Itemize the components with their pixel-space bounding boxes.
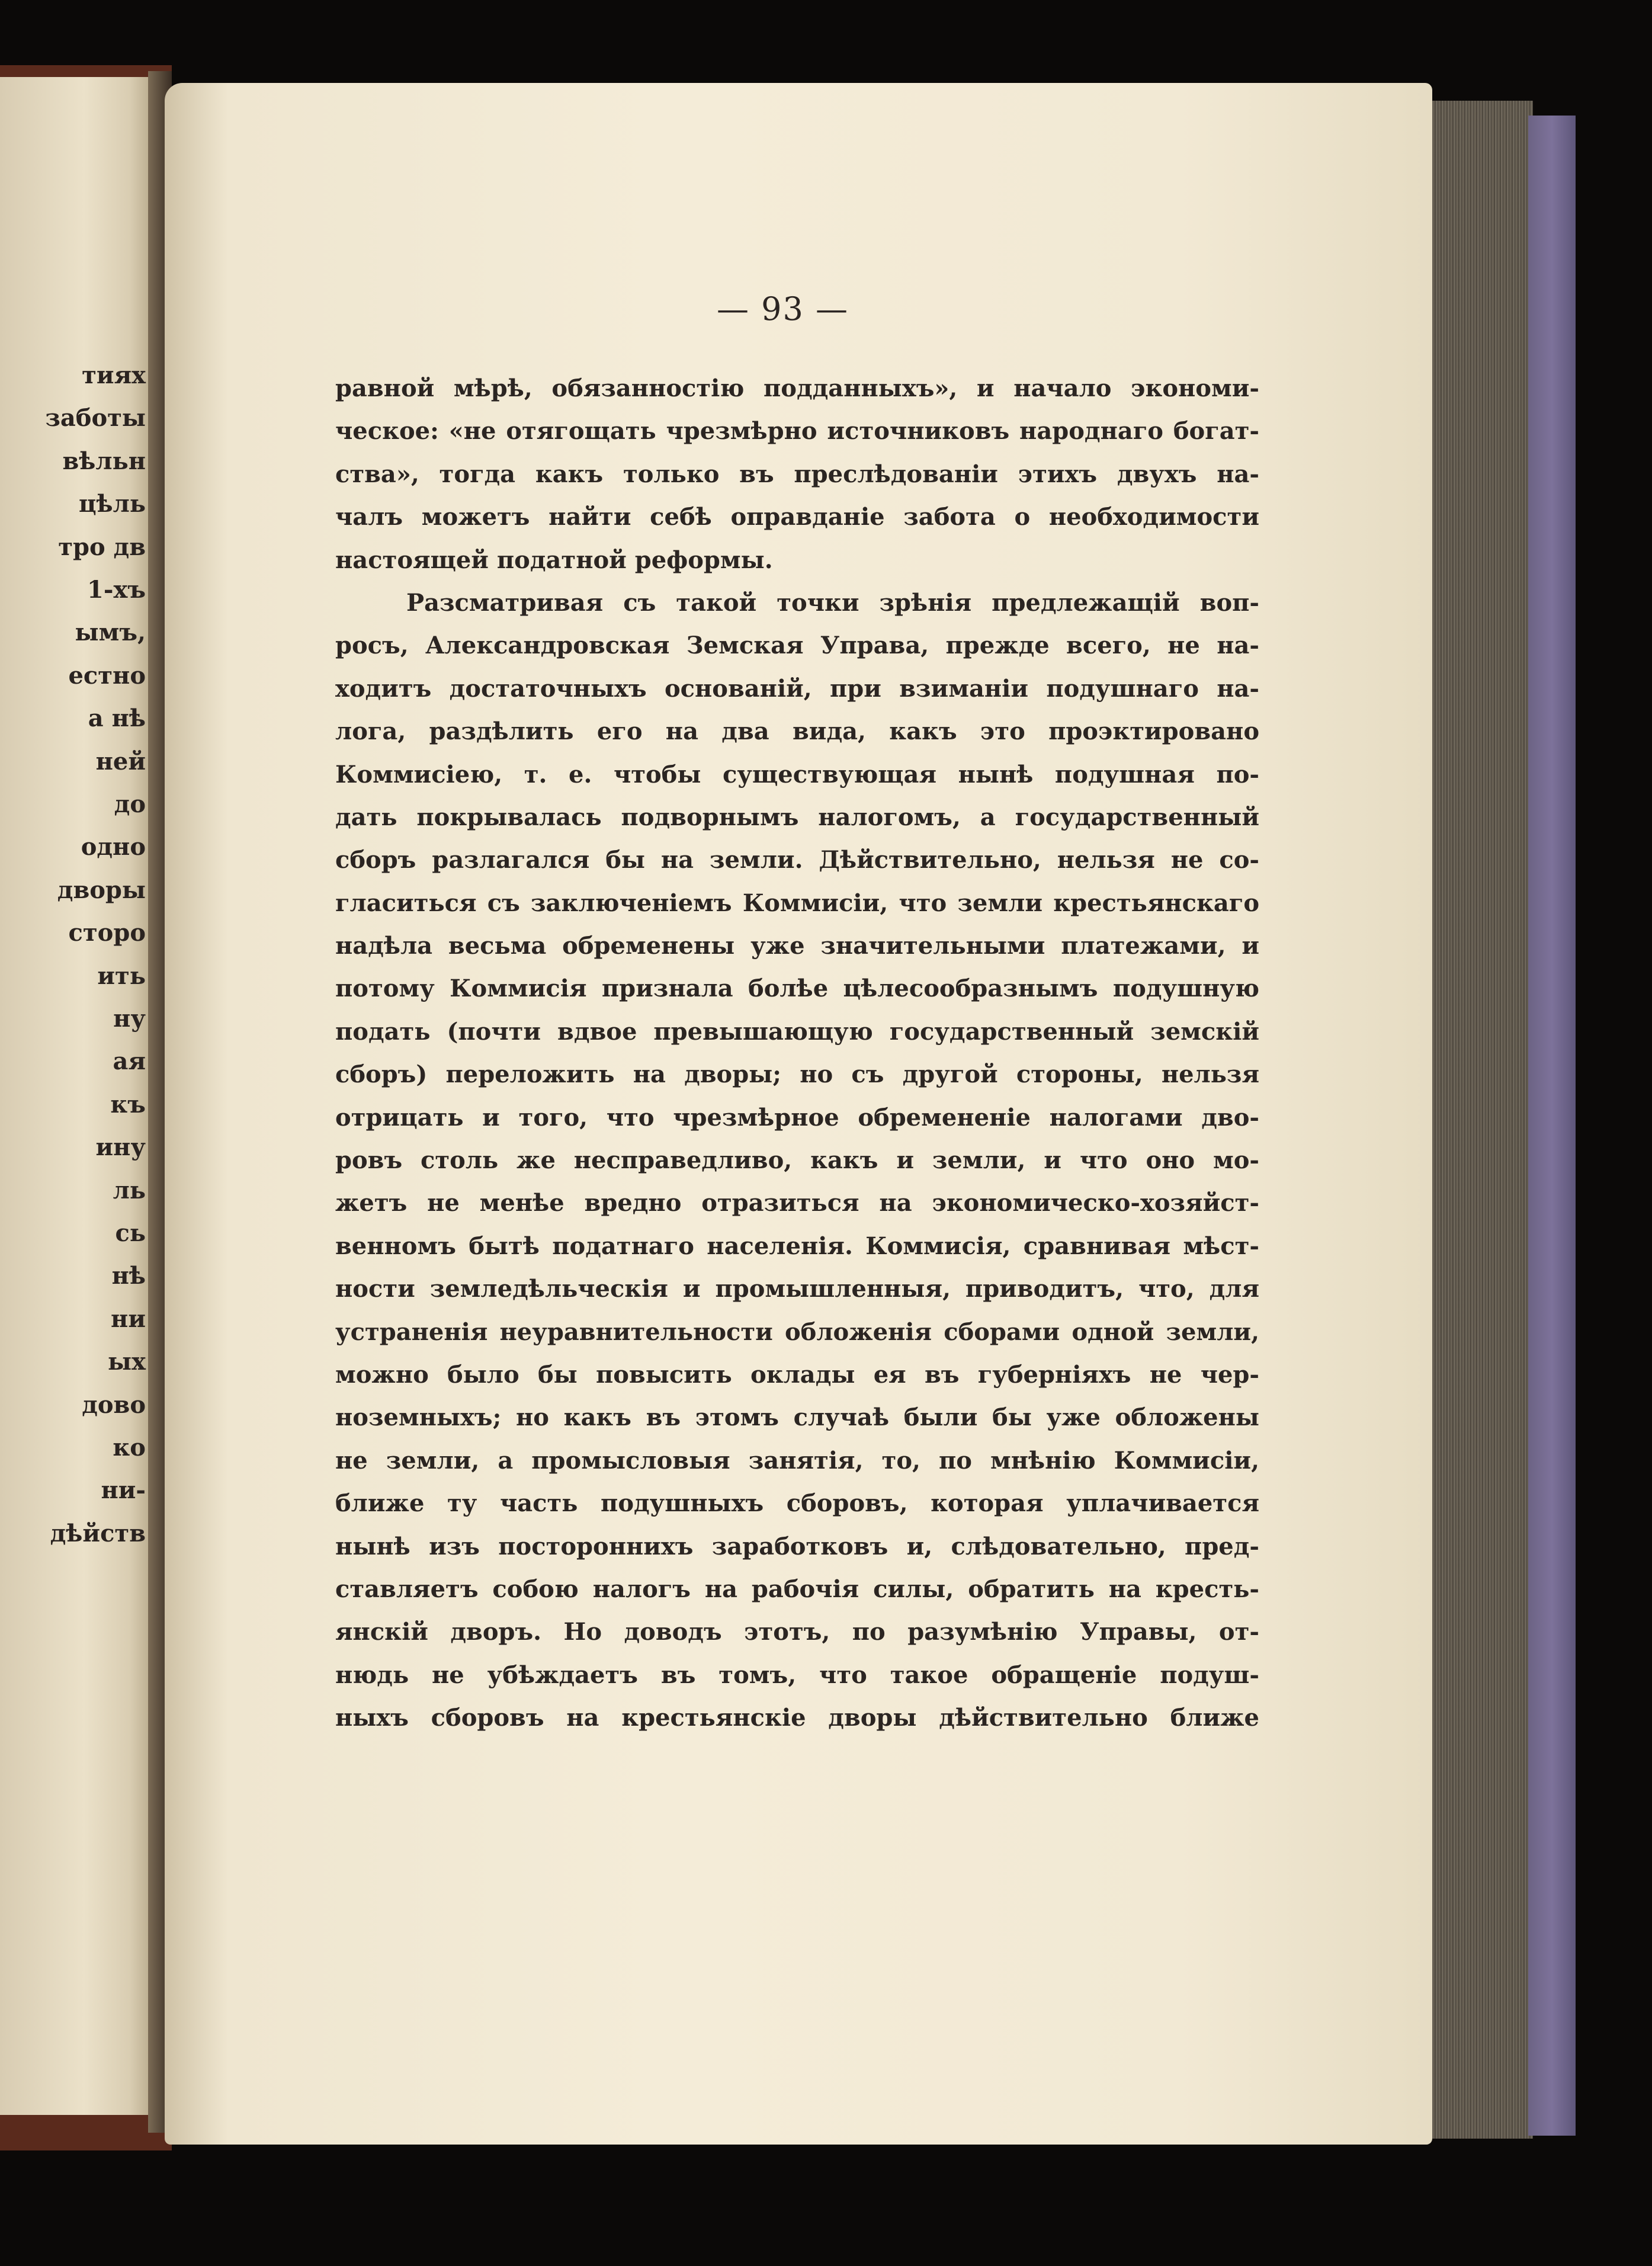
book-cover-edge: [1528, 116, 1576, 2136]
left-page: [0, 77, 153, 2115]
left-page-text-fragment: естно: [68, 661, 146, 690]
text-line: ставляетъ собою налогъ на рабочія силы, обратить на кресть-: [335, 1575, 1259, 1603]
left-page-text-fragment: вѣльн: [62, 447, 146, 475]
left-page-text-fragment: 1-хъ: [87, 576, 146, 604]
left-page-text-fragment: а нѣ: [88, 704, 146, 733]
text-line: нынѣ изъ постороннихъ заработковъ и, слѣдовательно, пред-: [335, 1532, 1259, 1560]
left-page-text-fragment: ну: [113, 1005, 146, 1033]
page-body-text: [335, 367, 1259, 1740]
text-line: устраненія неуравнительности обложенія сборами одной земли,: [335, 1318, 1259, 1346]
left-page-text-fragment: дово: [82, 1390, 146, 1419]
text-line: потому Коммисія признала болѣе цѣлесообразнымъ подушную: [335, 975, 1259, 1003]
text-line: венномъ бытѣ податнаго населенія. Коммисія, сравнивая мѣст-: [335, 1232, 1259, 1260]
text-line: росъ, Александровская Земская Управа, прежде всего, не на-: [335, 632, 1259, 660]
page-edges: [1426, 101, 1533, 2139]
left-page-text-fragment: ых: [108, 1348, 146, 1376]
text-line: настоящей податной реформы.: [335, 546, 773, 574]
left-page-text-fragment: ни-: [101, 1476, 146, 1505]
text-line: Коммисіею, т. е. чтобы существующая нынѣ подушная по-: [335, 760, 1259, 789]
left-page-text-fragment: ая: [113, 1047, 146, 1076]
left-page-text-fragment: нѣ: [111, 1262, 146, 1290]
text-line: подать (почти вдвое превышающую государственный земскій: [335, 1017, 1259, 1046]
text-line: чалъ можетъ найти себѣ оправданіе забота о необходимости: [335, 503, 1259, 531]
left-page-text-fragment: ить: [97, 961, 146, 990]
text-line: гласиться съ заключеніемъ Коммисіи, что земли крестьянскаго: [335, 889, 1259, 917]
left-page-text-fragment: ней: [95, 747, 146, 775]
left-page-text-fragment: ни: [111, 1305, 146, 1333]
left-page-text-fragment: ину: [95, 1133, 146, 1162]
text-line: ства», тогда какъ только въ преслѣдованіи этихъ двухъ на-: [335, 460, 1259, 488]
page-number: — 93 —: [717, 290, 849, 328]
text-line: ческое: «не отягощать чрезмѣрно источниковъ народнаго богат-: [335, 417, 1259, 445]
left-page-text-fragment: сь: [115, 1219, 146, 1247]
left-page-text-fragment: сторо: [68, 919, 146, 947]
left-page-text-fragment: дѣйств: [50, 1519, 146, 1547]
text-line: лога, раздѣлить его на два вида, какъ это проэктировано: [335, 717, 1259, 746]
text-line: ровъ столь же несправедливо, какъ и земли, и что оно мо-: [335, 1146, 1259, 1175]
text-line: ходитъ достаточныхъ основаній, при взиманіи подушнаго на-: [335, 674, 1259, 703]
text-line: ноземныхъ; но какъ въ этомъ случаѣ были бы уже обложены: [335, 1403, 1259, 1432]
left-page-text-fragment: до: [114, 790, 146, 818]
left-page-text-fragment: тро дв: [58, 533, 146, 561]
text-line: можно было бы повысить оклады ея въ губерніяхъ не чер-: [335, 1360, 1259, 1389]
text-line: ности земледѣльческія и промышленныя, приводитъ, что, для: [335, 1275, 1259, 1303]
text-line: сборъ разлагался бы на земли. Дѣйствительно, нельзя не со-: [335, 846, 1259, 874]
text-line: Разсматривая съ такой точки зрѣнія предлежащій воп-: [406, 588, 1259, 617]
text-line: нюдь не убѣждаетъ въ томъ, что такое обращеніе подуш-: [335, 1661, 1259, 1689]
text-line: отрицать и того, что чрезмѣрное обремененіе налогами дво-: [335, 1103, 1259, 1132]
left-page-text-fragment: къ: [110, 1090, 146, 1118]
left-page-text-fragment: ль: [113, 1176, 146, 1204]
left-page-text-fragment: одно: [81, 833, 146, 861]
text-line: жетъ не менѣе вредно отразиться на экономическо-хозяйст-: [335, 1189, 1259, 1217]
text-line: не земли, а промысловыя занятія, то, по мнѣнію Коммисіи,: [335, 1446, 1259, 1475]
left-page-text-fragment: цѣль: [78, 490, 146, 518]
left-page-text-fragment: ко: [113, 1434, 146, 1461]
left-page-text-fragment: заботы: [45, 404, 146, 432]
text-line: ближе ту часть подушныхъ сборовъ, которая уплачивается: [335, 1489, 1259, 1518]
left-page-text-fragment: тиях: [82, 361, 146, 389]
text-line: сборъ) переложить на дворы; но съ другой стороны, нельзя: [335, 1060, 1259, 1089]
text-line: дать покрывалась подворнымъ налогомъ, а государственный: [335, 803, 1259, 831]
left-page-text-fragment: ымъ,: [75, 618, 146, 647]
text-line: надѣла весьма обременены уже значительными платежами, и: [335, 932, 1259, 960]
text-line: янскій дворъ. Но доводъ этотъ, по разумѣнію Управы, от-: [335, 1618, 1259, 1646]
text-line: равной мѣрѣ, обязанностію подданныхъ», и начало экономи-: [335, 374, 1259, 402]
left-page-text-fragment: дворы: [57, 876, 146, 904]
text-line: ныхъ сборовъ на крестьянскіе дворы дѣйствительно ближе: [335, 1704, 1259, 1732]
